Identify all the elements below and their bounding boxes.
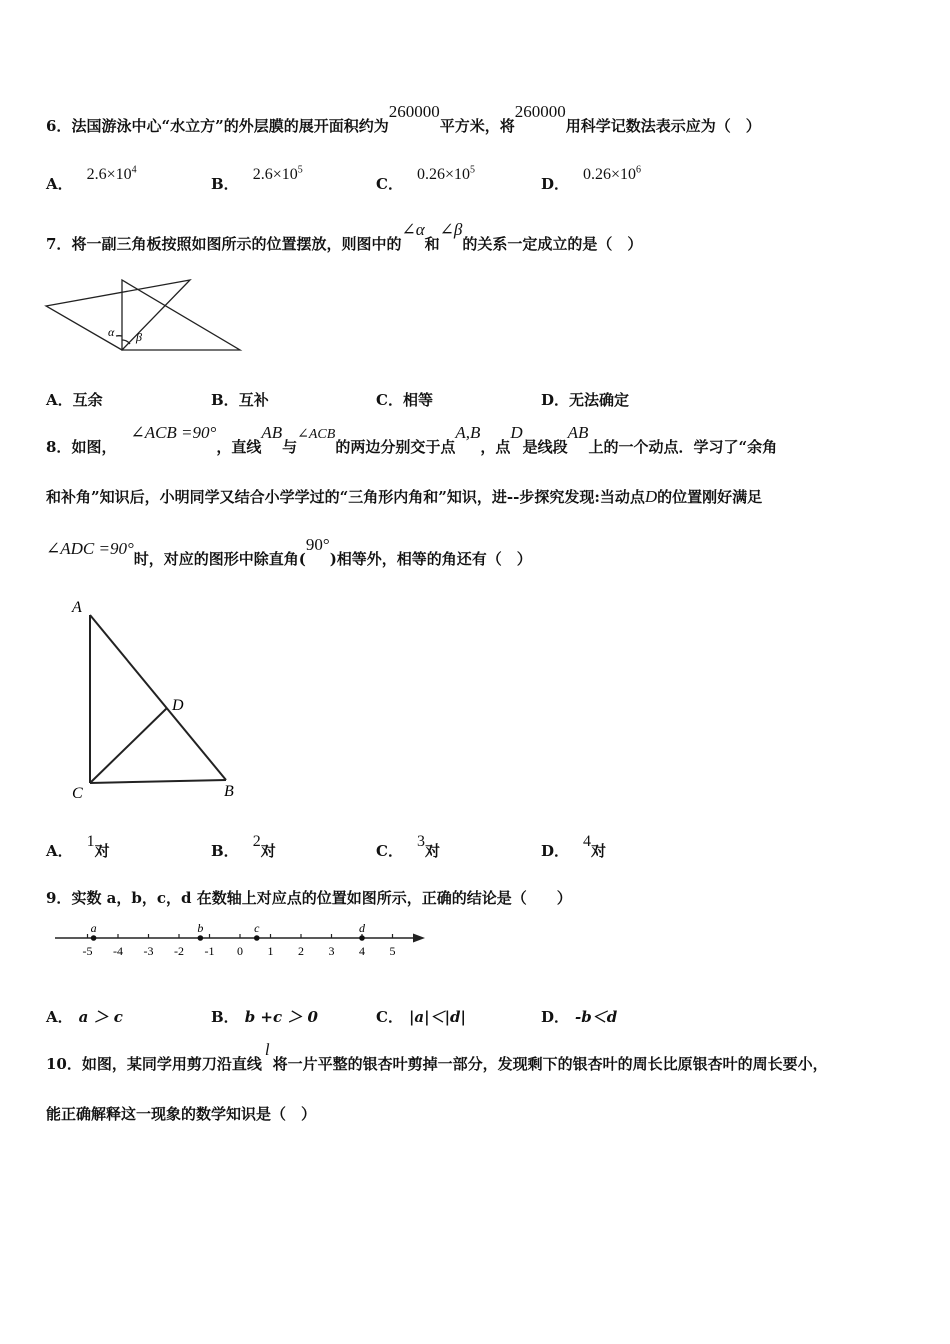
q7-option-a: A．互余 [46, 391, 103, 409]
question-number: 6． [46, 117, 72, 135]
question-10-line-1: 10．如图，某同学用剪刀沿直线l将一片平整的银杏叶剪掉一部分，发现剩下的银杏叶的周长比原银杏叶的周长要小， [46, 1040, 828, 1073]
q7-option-b: B．互补 [211, 391, 269, 409]
q9-option-b: B． b +c ＞ 0 [211, 1008, 318, 1026]
question-8-line-1: 8．如图，∠ACB =90°，直线AB与∠ACB的两边分别交于点A,B，点D是线段AB上的一个动点．学习了“余角 [46, 423, 778, 456]
math-expr: AB [567, 423, 589, 442]
question-number: 8． [46, 438, 72, 456]
question-text: 将一副三角板按照如图所示的位置摆放，则图中的 [71, 235, 402, 253]
q6-option-d: D．$0.26\times 10^6$ [541, 164, 642, 193]
number-line-tick-label: -2 [174, 944, 184, 958]
alpha-label: α [108, 325, 115, 339]
triangle-acd-figure [60, 590, 260, 810]
math-expr: A,B [455, 423, 481, 442]
segment-cd [90, 708, 167, 783]
q9-option-c: C． |a|＜|d| [376, 1008, 466, 1026]
segment-cb [90, 780, 226, 783]
number-line-point-label: d [359, 921, 365, 935]
question-number: 9． [46, 889, 72, 907]
question-8-line-2: 和补角”知识后，小明同学又结合小学学过的“三角形内角和”知识，进--步探究发现:当动点D的位置刚好满足 [46, 487, 763, 506]
question-number: 7． [46, 235, 72, 253]
plate-triangle-1 [46, 280, 190, 350]
math-expr: D [510, 423, 523, 442]
number-line-tick-label: 0 [237, 944, 243, 958]
number-line-tick-label: 1 [267, 944, 274, 958]
question-8-line-3: ∠ADC =90°时，对应的图形中除直角(90°)相等外，相等的角还有（ ） [46, 535, 532, 568]
point-a-label: A [72, 599, 82, 616]
number-line-tick-label: 3 [328, 944, 335, 958]
number-line-point-c [254, 935, 260, 941]
number-line-tick-label: -4 [113, 944, 123, 958]
number-line-tick-label: 5 [389, 944, 396, 958]
number-line-point-b [198, 935, 204, 941]
question-text: 的关系一定成立的是（ ） [462, 235, 643, 253]
question-text: 平方米，将 [439, 117, 515, 135]
question-text: 和 [424, 235, 440, 253]
beta-label: β [136, 330, 142, 344]
q8-option-c: C．3对 [376, 833, 440, 860]
number-line-arrow [413, 934, 425, 943]
math-angle: ∠β [439, 220, 463, 239]
q8-option-a: A．1对 [46, 833, 110, 860]
q8-option-d: D．4对 [541, 833, 607, 860]
question-text: 法国游泳中心“水立方”的外层膜的展开面积约为 [71, 117, 389, 135]
number-line-point-a [91, 935, 97, 941]
math-expr: ∠ADC =90° [46, 539, 134, 558]
q6-option-a: A．$2.6\times 10^4$ [46, 164, 137, 193]
question-7 [46, 220, 643, 254]
math-angle: ∠α [401, 220, 425, 239]
math-value: 260000 [388, 102, 440, 121]
question-6 [46, 102, 761, 136]
number-line-tick-label: 2 [298, 944, 304, 958]
math-expr: ∠ACB =90° [130, 423, 217, 442]
beta-arc [122, 340, 130, 344]
question-text: 实数 a，b，c，d 在数轴上对应点的位置如图所示，正确的结论是（ ） [71, 889, 572, 907]
question-10-line-2: 能正确解释这一现象的数学知识是（ ） [46, 1105, 317, 1123]
q9-option-d: D． -b＜d [541, 1008, 618, 1026]
question-number: 10． [46, 1055, 82, 1073]
number-line-point-label: c [254, 921, 260, 935]
q7-option-d: D．无法确定 [541, 391, 630, 409]
q6-option-b: B．$2.6\times 10^5$ [211, 164, 303, 193]
math-expr: l [264, 1040, 270, 1059]
math-value: 260000 [514, 102, 566, 121]
q7-option-c: C．相等 [376, 391, 433, 409]
point-c-label: C [72, 785, 83, 802]
triangle-plates-figure [40, 270, 250, 360]
number-line-figure [55, 918, 435, 968]
math-expr: AB [261, 423, 283, 442]
question-text: 用科学记数法表示应为（ ） [565, 117, 761, 135]
q9-option-a: A． a ＞ c [46, 1008, 123, 1026]
number-line-point-label: a [90, 921, 97, 935]
number-line-point-label: b [197, 921, 204, 935]
q6-option-c: C．$0.26\times 10^5$ [376, 164, 475, 193]
point-d-label: D [172, 697, 184, 714]
point-b-label: B [224, 783, 234, 800]
number-line-tick-label: 4 [359, 944, 365, 958]
question-9 [46, 887, 572, 908]
number-line-tick-label: -1 [204, 944, 215, 958]
segment-ab [90, 615, 226, 780]
math-expr: ∠ACB [297, 427, 336, 442]
math-expr: 90° [305, 535, 330, 554]
number-line-tick-label: -3 [143, 944, 154, 958]
q8-option-b: B．2对 [211, 833, 276, 860]
number-line-tick-label: -5 [82, 944, 93, 958]
number-line-point-d [359, 935, 365, 941]
